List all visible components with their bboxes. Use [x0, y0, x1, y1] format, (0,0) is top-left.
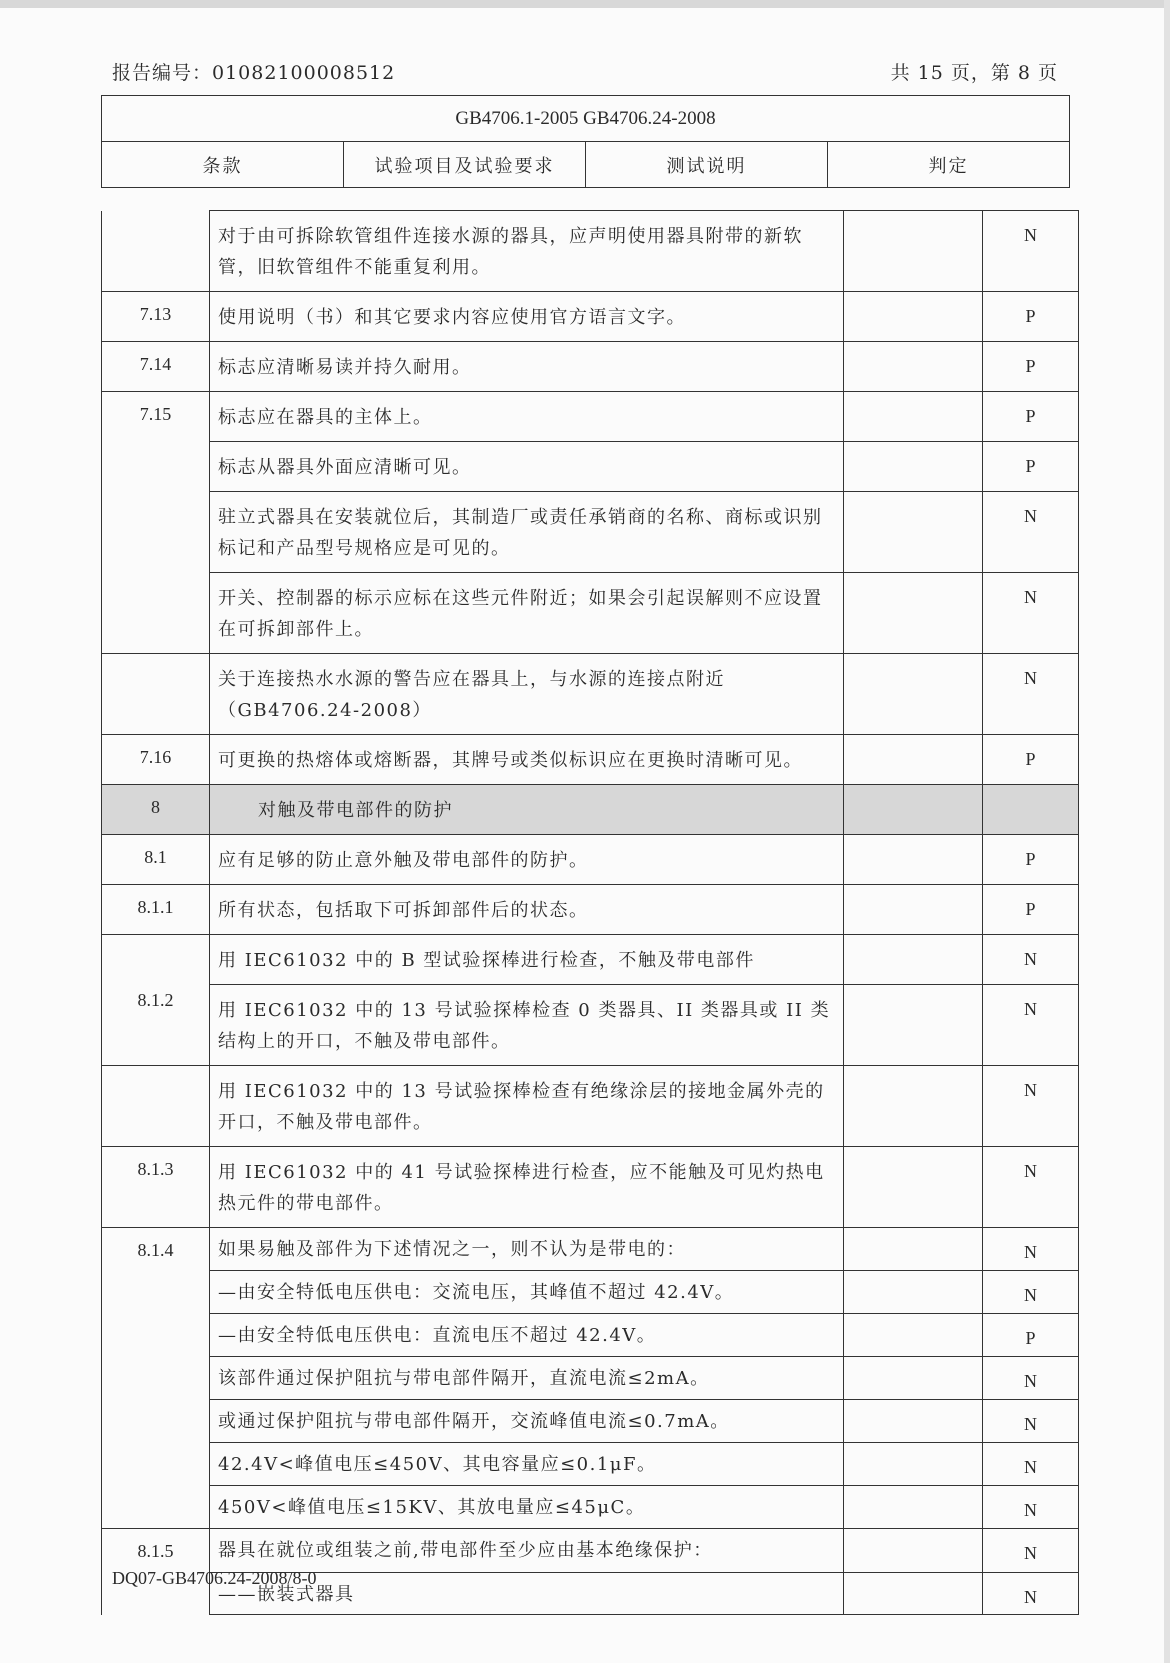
verdict-cell: P [983, 885, 1079, 935]
item-cell: 42.4V<峰值电压≤450V、其电容量应≤0.1μF。 [210, 1443, 844, 1486]
table-row [102, 1443, 1079, 1486]
verdict-cell: N [983, 1147, 1079, 1228]
top-edge [0, 0, 1170, 8]
verdict-cell: N [983, 1573, 1079, 1615]
header-table [101, 95, 1070, 188]
right-edge [1164, 0, 1170, 1663]
standard-title: GB4706.1-2005 GB4706.24-2008 [102, 96, 1070, 142]
table-row [102, 654, 1079, 735]
verdict-cell: N [983, 654, 1079, 735]
table-row [102, 1066, 1079, 1147]
table-row [102, 1147, 1079, 1228]
note-cell [844, 1147, 983, 1228]
item-cell: 该部件通过保护阻抗与带电部件隔开，直流电流≤2mA。 [210, 1357, 844, 1400]
verdict-cell: N [983, 211, 1079, 292]
table-row [102, 442, 1079, 492]
verdict-cell: P [983, 342, 1079, 392]
item-cell: 450V<峰值电压≤15KV、其放电量应≤45μC。 [210, 1486, 844, 1529]
section-title: 对触及带电部件的防护 [210, 785, 844, 835]
clause-cell [102, 1486, 210, 1529]
note-cell [844, 392, 983, 442]
note-cell [844, 211, 983, 292]
note-cell [844, 292, 983, 342]
verdict-cell: N [983, 1529, 1079, 1573]
clause-cell: 8.1.1 [102, 885, 210, 935]
note-cell [844, 573, 983, 654]
note-cell [844, 1400, 983, 1443]
verdict-cell [983, 785, 1079, 835]
table-row [102, 211, 1079, 292]
verdict-cell: N [983, 1400, 1079, 1443]
note-cell [844, 785, 983, 835]
verdict-cell: N [983, 1443, 1079, 1486]
table-row [102, 985, 1079, 1066]
table-row [102, 392, 1079, 442]
note-cell [844, 654, 983, 735]
table-row [102, 1271, 1079, 1314]
table-row [102, 885, 1079, 935]
note-cell [844, 1357, 983, 1400]
item-cell: 或通过保护阻抗与带电部件隔开，交流峰值电流≤0.7mA。 [210, 1400, 844, 1443]
clause-cell: 8.1.2 [102, 935, 210, 1066]
verdict-cell: N [983, 1228, 1079, 1271]
clause-cell [102, 492, 210, 573]
verdict-cell: P [983, 835, 1079, 885]
table-row [102, 1228, 1079, 1271]
table-row [102, 735, 1079, 785]
item-cell: 使用说明（书）和其它要求内容应使用官方语言文字。 [210, 292, 844, 342]
table-row [102, 1400, 1079, 1443]
table-row [102, 1314, 1079, 1357]
clause-cell [102, 654, 210, 735]
verdict-cell: N [983, 573, 1079, 654]
item-cell: 所有状态，包括取下可拆卸部件后的状态。 [210, 885, 844, 935]
clause-table [101, 210, 1079, 1615]
item-cell: 如果易触及部件为下述情况之一，则不认为是带电的： [210, 1228, 844, 1271]
clause-cell: 7.15 [102, 392, 210, 442]
clause-cell: 8 [102, 785, 210, 835]
item-cell: 应有足够的防止意外触及带电部件的防护。 [210, 835, 844, 885]
note-cell [844, 835, 983, 885]
table-row [102, 1529, 1079, 1573]
clause-cell: 8.1.3 [102, 1147, 210, 1228]
table-row [102, 1486, 1079, 1529]
note-cell [844, 1486, 983, 1529]
clause-cell [102, 573, 210, 654]
col-clause: 条款 [102, 142, 344, 188]
verdict-cell: P [983, 735, 1079, 785]
verdict-cell: N [983, 1271, 1079, 1314]
table-row [102, 492, 1079, 573]
clause-cell [102, 1443, 210, 1486]
item-cell: ——嵌装式器具 [210, 1573, 844, 1615]
clause-cell [102, 1271, 210, 1314]
item-cell: 用 IEC61032 中的 13 号试验探棒检查有绝缘涂层的接地金属外壳的开口，不触及带电部件。 [210, 1066, 844, 1147]
clause-cell [102, 1066, 210, 1147]
note-cell [844, 985, 983, 1066]
item-cell: 用 IEC61032 中的 B 型试验探棒进行检查，不触及带电部件 [210, 935, 844, 985]
verdict-cell: P [983, 442, 1079, 492]
clause-cell [102, 442, 210, 492]
section-row [102, 785, 1079, 835]
verdict-cell: N [983, 1066, 1079, 1147]
footer-code: DQ07-GB4706.24-2008/8-0 [112, 1568, 317, 1588]
note-cell [844, 735, 983, 785]
clause-cell [102, 1314, 210, 1357]
page-info: 共 15 页，第 8 页 [890, 62, 1058, 84]
note-cell [844, 1271, 983, 1314]
col-verdict: 判定 [828, 142, 1070, 188]
item-cell: 用 IEC61032 中的 41 号试验探棒进行检查，应不能触及可见灼热电热元件的带电部件。 [210, 1147, 844, 1228]
note-cell [844, 492, 983, 573]
verdict-cell: N [983, 1357, 1079, 1400]
item-cell: 关于连接热水水源的警告应在器具上，与水源的连接点附近（GB4706.24-2008） [210, 654, 844, 735]
item-cell: 可更换的热熔体或熔断器，其牌号或类似标识应在更换时清晰可见。 [210, 735, 844, 785]
clause-cell: 7.13 [102, 292, 210, 342]
clause-cell: 8.1 [102, 835, 210, 885]
table-row [102, 935, 1079, 985]
item-cell: 对于由可拆除软管组件连接水源的器具，应声明使用器具附带的新软管，旧软管组件不能重复利用。 [210, 211, 844, 292]
table-row [102, 573, 1079, 654]
verdict-cell: N [983, 1486, 1079, 1529]
item-cell: 驻立式器具在安装就位后，其制造厂或责任承销商的名称、商标或识别标记和产品型号规格应是可见的。 [210, 492, 844, 573]
verdict-cell: P [983, 1314, 1079, 1357]
note-cell [844, 342, 983, 392]
clause-cell [102, 211, 210, 292]
table-row [102, 1357, 1079, 1400]
note-cell [844, 1314, 983, 1357]
note-cell [844, 1066, 983, 1147]
clause-cell [102, 1400, 210, 1443]
item-cell: —由安全特低电压供电：直流电压不超过 42.4V。 [210, 1314, 844, 1357]
verdict-cell: N [983, 985, 1079, 1066]
item-cell: 标志从器具外面应清晰可见。 [210, 442, 844, 492]
verdict-cell: P [983, 292, 1079, 342]
clause-cell: 8.1.5 [102, 1529, 210, 1573]
col-item: 试验项目及试验要求 [344, 142, 586, 188]
table-row [102, 292, 1079, 342]
item-cell: 开关、控制器的标示应标在这些元件附近；如果会引起误解则不应设置在可拆卸部件上。 [210, 573, 844, 654]
clause-cell: 7.14 [102, 342, 210, 392]
item-cell: —由安全特低电压供电：交流电压，其峰值不超过 42.4V。 [210, 1271, 844, 1314]
table-row [102, 342, 1079, 392]
clause-cell: 8.1.4 [102, 1228, 210, 1271]
item-cell: 标志应清晰易读并持久耐用。 [210, 342, 844, 392]
item-cell: 用 IEC61032 中的 13 号试验探棒检查 0 类器具、II 类器具或 II 类结构上的开口，不触及带电部件。 [210, 985, 844, 1066]
verdict-cell: P [983, 392, 1079, 442]
clause-cell: 7.16 [102, 735, 210, 785]
note-cell [844, 885, 983, 935]
note-cell [844, 1228, 983, 1271]
verdict-cell: N [983, 935, 1079, 985]
note-cell [844, 1573, 983, 1615]
col-note: 测试说明 [586, 142, 828, 188]
item-cell: 标志应在器具的主体上。 [210, 392, 844, 442]
note-cell [844, 1443, 983, 1486]
table-row [102, 835, 1079, 885]
note-cell [844, 935, 983, 985]
clause-cell [102, 1357, 210, 1400]
note-cell [844, 442, 983, 492]
report-number: 报告编号：01082100008512 [112, 62, 396, 84]
note-cell [844, 1529, 983, 1573]
verdict-cell: N [983, 492, 1079, 573]
item-cell: 器具在就位或组装之前,带电部件至少应由基本绝缘保护： [210, 1529, 844, 1573]
